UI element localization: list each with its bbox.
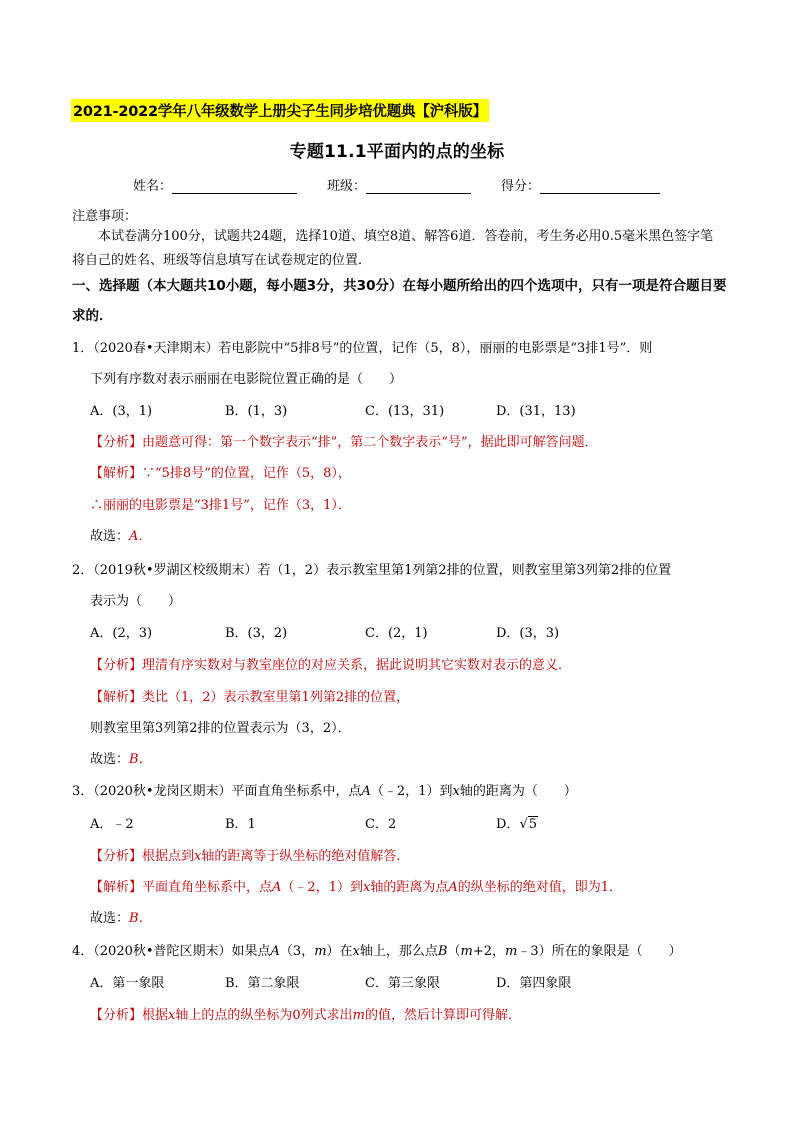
notes-heading: 注意事项： [72,209,138,224]
q3-option-d: D．√5 [496,817,538,832]
answer-letter: A． [129,529,152,544]
q2-option-b: B．(3，2) [225,626,288,641]
q2-option-c: C．(2，1) [365,626,428,641]
q3-analysis: 【分析】根据点到x轴的距离等于纵坐标的绝对值解答． [90,849,410,864]
solution-tag: 【解析】 [90,690,143,705]
q4-option-a: A．第一象限 [90,976,165,991]
sqrt-symbol: √5 [519,817,538,832]
class-blank [366,179,471,194]
q2-stem-line1: 2．（2019秋•罗湖区校级期末）若（1，2）表示教室里第1列第2排的位置，则教室里第3列第2排的位置 [72,563,672,578]
q4-analysis: 【分析】根据x轴上的点的纵坐标为0列式求出m的值，然后计算即可得解． [90,1008,521,1023]
q2-solution: 【解析】类比（1，2）表示教室里第1列第2排的位置， [90,690,410,705]
q2-option-d: D．(3，3) [496,626,560,641]
section-heading: 一、选择题（本大题共10小题，每小题3分，共30分）在每小题所给出的四个选项中，只有一项是符合题目要求的． [72,278,727,324]
q1-solution: 【解析】∵“5排8号”的位置，记作（5，8）， [90,466,351,481]
q3-stem: 3．（2020秋•龙岗区期末）平面直角坐标系中，点A（﹣2，1）到x轴的距离为（ ） [72,784,577,799]
q1-option-a: A．(3，1) [90,404,153,419]
q3-option-b: B．1 [225,817,256,832]
series-banner: 2021-2022学年八年级数学上册尖子生同步培优题典【沪科版】 [71,99,489,122]
q4-option-c: C．第三象限 [365,976,440,991]
solution-tag: 【解析】 [90,466,143,481]
notes-body: 本试卷满分100分，试题共24题，选择10道、填空8道、解答6道．答卷前，考生务必用0.5毫米黑色签字笔将自己的姓名、班级等信息填写在试卷规定的位置． [72,229,714,268]
answer-letter: B． [129,911,152,926]
q4-option-b: B．第二象限 [225,976,300,991]
q1-solution-line2: ∴丽丽的电影票是“3排1号”，记作（3，1）． [90,498,351,513]
name-label: 姓名： [133,179,173,194]
q1-analysis: 【分析】由题意可得：第一个数字表示“排”，第二个数字表示“号”，据此即可解答问题． [90,435,598,450]
q1-option-b: B．(1，3) [225,404,288,419]
q1-option-c: C．(13，31) [365,404,445,419]
q3-option-c: C．2 [365,817,397,832]
q2-option-a: A．(2，3) [90,626,153,641]
analysis-tag: 【分析】 [90,435,143,450]
class-label: 班级： [327,179,367,194]
q2-analysis: 【分析】理清有序实数对与教室座位的对应关系，据此说明其它实数对表示的意义． [90,658,572,673]
q3-solution: 【解析】平面直角坐标系中，点A（﹣2，1）到x轴的距离为点A的纵坐标的绝对值，即为1． [90,880,622,895]
solution-tag: 【解析】 [90,880,143,895]
q3-option-a: A．﹣2 [90,817,134,832]
q1-stem-line2: 下列有序数对表示丽丽在电影院位置正确的是（ ） [90,372,403,387]
page-title: 专题11.1平面内的点的坐标 [289,142,505,162]
q1-stem-line1: 1．（2020春•天津期末）若电影院中“5排8号”的位置，记作（5，8），丽丽的电影票是“3排1号”．则 [72,341,653,356]
score-label: 得分： [501,179,541,194]
q2-answer: 故选：B． [90,752,152,767]
q4-option-d: D．第四象限 [496,976,572,991]
answer-letter: B． [129,752,152,767]
q3-answer: 故选：B． [90,911,152,926]
q1-option-d: D．(31，13) [496,404,576,419]
student-info-row [133,175,660,194]
q2-solution-line2: 则教室里第3列第2排的位置表示为（3，2）． [90,721,351,736]
name-blank [172,179,297,194]
q2-stem-line2: 表示为（ ） [90,594,182,609]
score-blank [540,179,660,194]
q1-answer: 故选：A． [90,529,152,544]
q4-stem: 4．（2020秋•普陀区期末）如果点A（3，m）在x轴上，那么点B（m+2，m﹣3）所在的象限是（ ） [72,944,682,959]
analysis-tag: 【分析】 [90,849,143,864]
analysis-tag: 【分析】 [90,658,143,673]
analysis-tag: 【分析】 [90,1008,143,1023]
